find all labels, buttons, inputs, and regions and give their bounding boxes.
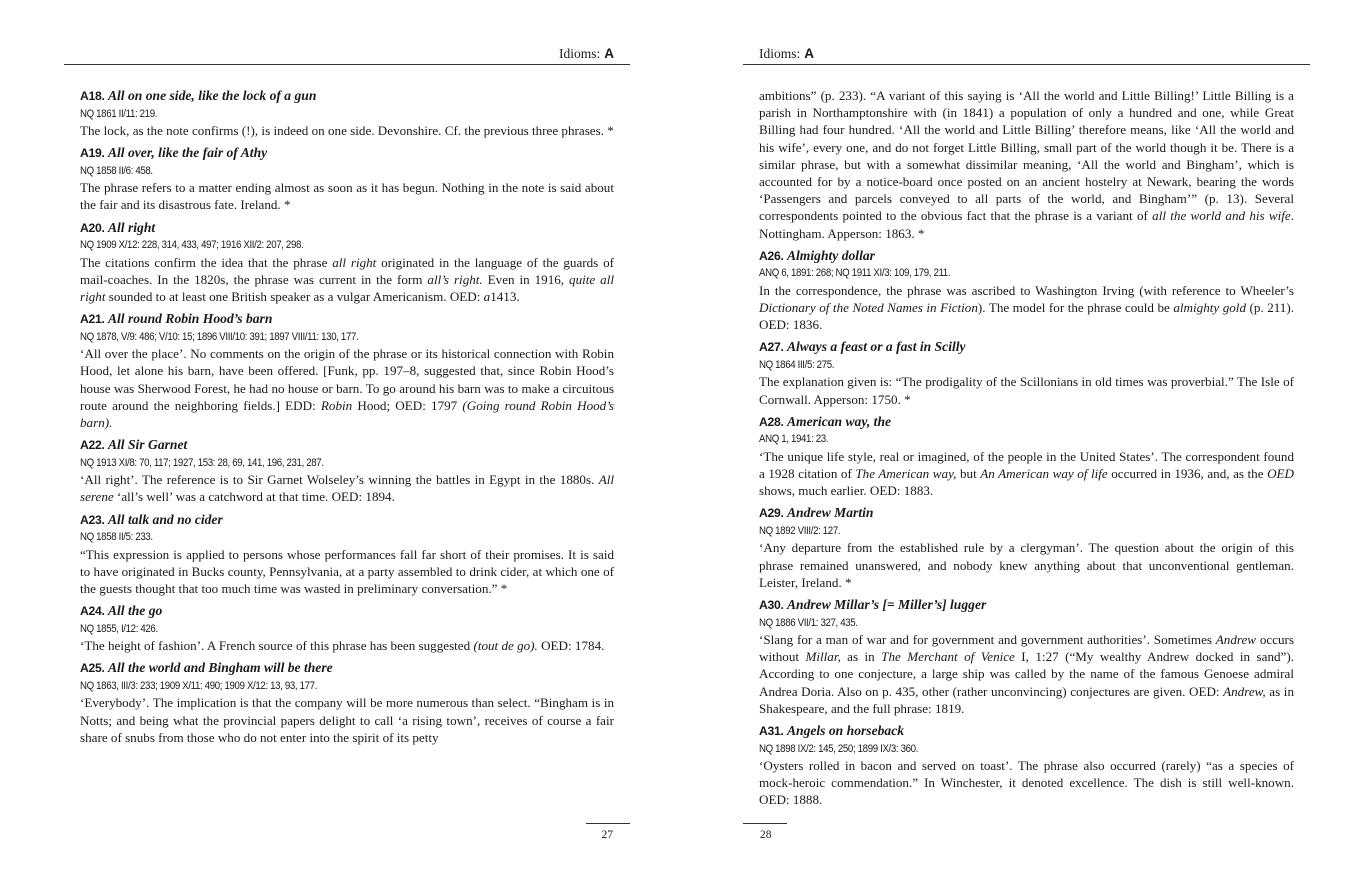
entry-title: All round Robin Hood’s barn	[107, 311, 273, 327]
entry-heading	[759, 413, 1294, 432]
entry-definition	[80, 694, 614, 746]
running-head	[743, 45, 1310, 65]
text-run: “This expression is applied to persons whose performances fall far short of their promises. It is said to have originated in Bucks county, Pennsylvania, at a party assembled to drink cider, at which one of the guests thought that too much time was wasted in preliminary conversation.” *	[80, 546, 614, 597]
text-run: Even in 1916,	[482, 271, 570, 287]
text-run: ‘Oysters rolled in bacon and served on toast’. The phrase also occurred (rarely) “as a species of mock-heroic commendation.” In Winchester, it denoted excellence. The dish is still well-known. OED: 1888.	[759, 758, 1294, 808]
text-run: occurred in 1936, and, as the	[1107, 466, 1268, 482]
entry-heading	[80, 310, 614, 329]
entry-definition	[759, 373, 1294, 407]
text-run: 1413.	[490, 289, 520, 305]
text-run: ambitions” (p. 233). “A variant of this saying is ‘All the world and Little Billing!’ Little Billing is a parish in Northamptonshire with (in 1841) a population of only a hundred and one, while Great Billing had four hundred. ‘All the world and Little Billing’ therefore means, like ‘All the world and his wife’, every one, and do not forget Little Billing, small part of the world though it be. There is a similar phrase, but with a somewhat dissimilar meaning, ‘All the world and Bingham’, which is accounted for by a notice-board once posted on an ancient hostelry at Newark, bearing the words ‘Passengers and parcels conveyed to all parts of the world, and Bingham’” (p. 13). Several correspondents pointed to the obvious fact that the phrase is a variant of	[759, 88, 1294, 224]
entries-column	[759, 87, 1294, 814]
entry-definition	[80, 637, 614, 654]
entry-definition	[759, 282, 1294, 334]
idiom-entry	[80, 436, 614, 505]
entry-heading	[80, 219, 614, 238]
idiom-entry	[80, 511, 614, 598]
running-head-label: Idioms:	[558, 46, 601, 61]
entry-reference: NQ 1909 X/12: 228, 314, 433, 497; 1916 XII/2: 207, 298.	[80, 239, 304, 252]
entry-number: A23.	[80, 512, 105, 527]
running-head	[64, 45, 630, 65]
entry-definition	[80, 546, 614, 598]
text-run: Hood; OED: 1797	[352, 397, 463, 413]
entry-definition	[80, 179, 614, 213]
italic-text: all right	[332, 254, 377, 270]
italic-text: all the world and his wife	[1152, 208, 1291, 224]
folio-rule	[586, 823, 630, 824]
text-run: occurs without	[759, 632, 1295, 665]
entry-title: All the go	[107, 603, 163, 619]
italic-text: Robin	[320, 397, 353, 413]
text-run: ‘Slang for a man of war and for government and government authorities’. Sometimes	[759, 632, 1216, 648]
entry-title: All over, like the fair of Athy	[107, 145, 268, 161]
entry-title: Andrew Millar’s [= Miller’s] lugger	[786, 597, 987, 613]
text-run: I, 1:27 (“My wealthy Andrew docked in sand”). According to one conjecture, a large ship was called by the name of the famous Genoese admiral Andrea Doria. Also on p. 435, other (rather unconvincing) conjectures are given. OED:	[759, 649, 1294, 699]
italic-text: (Going round Robin Hood’s barn).	[80, 397, 614, 431]
text-run: In the correspondence, the phrase was ascribed to Washington Irving (with reference to Wheeler’s	[759, 282, 1294, 298]
entry-reference: NQ 1858 II/6: 458.	[80, 164, 153, 177]
italic-text: All serene	[80, 472, 614, 505]
entry-heading	[80, 511, 614, 530]
entry-reference: NQ 1863, III/3: 233; 1909 X/11: 490; 1909 X/12: 13, 93, 177.	[80, 679, 318, 692]
text-run: ‘all’s well’ was a catchword at that time. OED: 1894.	[113, 489, 395, 505]
left-page	[64, 0, 630, 882]
folio-rule	[743, 823, 787, 824]
text-run: as in Shakespeare, and the full phrase: 1819.	[759, 683, 1294, 716]
entry-heading	[80, 602, 614, 621]
entry-reference: NQ 1913 XI/8: 70, 117; 1927, 153: 28, 69, 141, 196, 231, 287.	[80, 456, 324, 469]
entry-number: A30.	[759, 598, 784, 613]
text-run: ‘The unique life style, real or imagined, of the people in the United States’. The correspondent found a 1928 citation of	[759, 448, 1294, 482]
entry-number: A31.	[759, 724, 784, 739]
text-run: shows, much earlier. OED: 1883.	[759, 483, 934, 499]
text-run: as in	[840, 649, 882, 665]
entry-title: Angels on horseback	[786, 723, 905, 739]
entry-number: A21.	[80, 312, 105, 327]
text-run: ‘Any departure from the established rule by a clergyman’. The question about the origin of this phrase remained unanswered, and nobody knew anything about that unconventional gentleman. Leister, Ireland. *	[759, 540, 1294, 590]
entry-definition	[759, 757, 1294, 809]
italic-text: almighty gold	[1173, 300, 1246, 316]
italic-text: all’s right.	[427, 271, 483, 287]
entry-reference: NQ 1892 VIII/2: 127.	[759, 524, 841, 537]
italic-text: Dictionary of the Noted Names in Fiction	[759, 300, 978, 316]
text-run: The phrase refers to a matter ending almost as soon as it has begun. Nothing in the note is said about the fair and its disastrous fate. Ireland. *	[80, 180, 614, 213]
entry-title: American way, the	[786, 413, 892, 429]
entry-number: A20.	[80, 220, 105, 235]
entry-reference: NQ 1878, V/9: 486; V/10: 15; 1896 VIII/10: 391; 1897 VIII/11: 130, 177.	[80, 330, 359, 343]
entry-title: All the world and Bingham will be there	[107, 660, 333, 676]
page-number: 28	[760, 829, 772, 841]
entry-number: A26.	[759, 248, 784, 263]
entry-number: A28.	[759, 414, 784, 429]
idiom-entry	[759, 722, 1294, 809]
running-head-letter: A	[804, 46, 815, 61]
entry-heading	[80, 87, 614, 106]
text-run: ‘The height of fashion’. A French source of this phrase has been suggested	[80, 638, 474, 654]
entry-definition	[80, 345, 614, 431]
entry-title: All talk and no cider	[107, 511, 223, 527]
entry-reference: ANQ 1, 1941: 23.	[759, 433, 829, 446]
text-run: ). The model for the phrase could be	[977, 300, 1174, 316]
italic-text: The Merchant of Venice	[881, 649, 1015, 665]
italic-text: Andrew	[1215, 632, 1257, 648]
text-run: ‘Everybody’. The implication is that the company will be more numerous than select. “Bingham is in Notts; and being what the provincial papers delight to call ‘a rising town’, receives of course a fair share of snubs from those who do not enter into the spirit of its petty	[80, 695, 614, 745]
entry-number: A18.	[80, 89, 105, 103]
text-run: . Nottingham. Apperson: 1863. *	[759, 208, 1294, 241]
entry-number: A27.	[759, 340, 784, 355]
entry-reference: NQ 1898 IX/2: 145, 250; 1899 IX/3: 360.	[759, 742, 919, 755]
italic-text: An American way of life	[980, 466, 1108, 482]
text-run: OED: 1784.	[537, 638, 605, 654]
text-run: ‘All right’. The reference is to Sir Garnet Wolseley’s winning the battles in Egypt in the 1880s.	[80, 472, 599, 488]
text-run: originated in the language of the guards of mail-coaches. In the 1820s, the phrase was current in the form	[80, 254, 614, 287]
entry-heading	[759, 247, 1294, 266]
right-page	[743, 0, 1310, 882]
entry-definition	[80, 471, 614, 505]
entry-title: All right	[107, 219, 156, 235]
entry-number: A19.	[80, 146, 105, 161]
idiom-entry	[80, 659, 614, 746]
italic-text: a	[483, 289, 491, 305]
entry-heading	[80, 144, 614, 163]
text-run: (p. 211). OED: 1836.	[759, 300, 1294, 333]
text-run: The lock, as the note confirms (!), is indeed on one side. Devonshire. Cf. the previous three phrases. *	[80, 123, 614, 138]
entries-list	[759, 247, 1294, 809]
entry-reference: ANQ 6, 1891: 268; NQ 1911 XI/3: 109, 179, 211.	[759, 267, 951, 280]
running-head-label: Idioms:	[759, 46, 801, 61]
idiom-entry	[80, 602, 614, 654]
entry-title: Andrew Martin	[786, 505, 874, 521]
idiom-entry	[80, 144, 614, 213]
italic-text: Millar,	[805, 649, 841, 665]
idiom-entry	[759, 338, 1294, 407]
entry-heading	[80, 659, 614, 678]
entry-definition	[759, 631, 1294, 717]
entry-definition	[80, 254, 614, 306]
entry-definition	[80, 122, 614, 139]
text-run: The citations confirm the idea that the phrase	[80, 254, 333, 270]
entry-number: A22.	[80, 438, 105, 453]
entry-reference: NQ 1858 II/5: 233.	[80, 531, 153, 544]
entry-reference: NQ 1861 II/11: 219.	[80, 107, 158, 120]
entry-number: A25.	[80, 661, 105, 676]
entry-title: All on one side, like the lock of a gun	[107, 88, 317, 103]
italic-text: quite all right	[80, 271, 614, 305]
entry-heading	[759, 338, 1294, 357]
text-run: but	[956, 466, 981, 482]
idiom-entry	[80, 87, 614, 139]
running-head-letter: A	[604, 46, 614, 61]
italic-text: The American way,	[855, 466, 957, 482]
italic-text: Andrew,	[1223, 683, 1266, 699]
entry-number: A29.	[759, 506, 784, 521]
page-number: 27	[601, 829, 613, 841]
text-run: sounded to at least one British speaker as a vulgar Americanism. OED:	[105, 289, 484, 305]
idiom-entry	[759, 413, 1294, 500]
italic-text: OED	[1267, 466, 1294, 482]
idiom-entry	[759, 247, 1294, 334]
idiom-entry	[759, 596, 1294, 717]
text-run: ‘All over the place’. No comments on the origin of the phrase or its historical connection with Robin Hood, let alone his barn, have been offered. [Funk, pp. 197–8, suggested that, since Robin Hood’s house was Sherwood Forest, he had no house or barn. To go around his barn was to make a circuitous route around the neighboring fields.] EDD:	[80, 346, 614, 413]
entry-definition	[759, 539, 1294, 591]
idiom-entry	[80, 219, 614, 306]
entry-heading	[759, 504, 1294, 523]
text-run: The explanation given is: “The prodigality of the Scillonians in old times was proverbial.” The Isle of Cornwall. Apperson: 1750. *	[759, 374, 1294, 407]
italic-text: (tout de go).	[473, 638, 538, 654]
entry-title: Almighty dollar	[786, 247, 875, 263]
entry-number: A24.	[80, 604, 105, 619]
entries-column	[80, 87, 614, 751]
entry-title: All Sir Garnet	[107, 437, 188, 453]
entry-heading	[80, 436, 614, 455]
continued-paragraph	[759, 87, 1294, 242]
idiom-entry	[80, 310, 614, 431]
entry-title: Always a feast or a fast in Scilly	[786, 339, 966, 355]
entry-reference: NQ 1855, I/12: 426.	[80, 622, 158, 635]
entry-definition	[759, 448, 1294, 500]
entry-heading	[759, 596, 1294, 615]
entry-heading	[759, 722, 1294, 741]
idiom-entry	[759, 504, 1294, 591]
entry-reference: NQ 1886 VII/1: 327, 435.	[759, 616, 858, 629]
entry-reference: NQ 1864 III/5: 275.	[759, 358, 835, 371]
